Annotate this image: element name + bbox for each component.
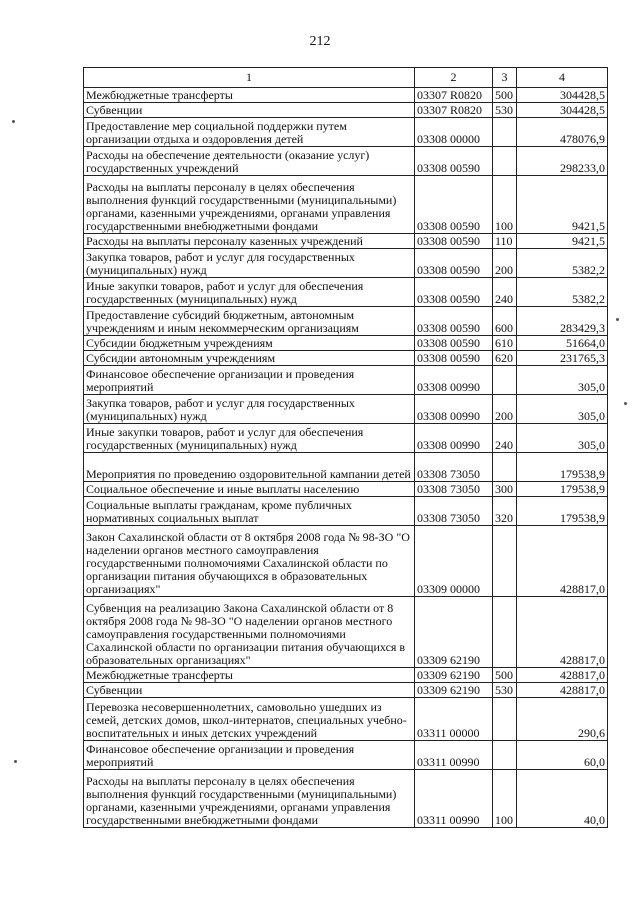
row-code: 03308 73050 bbox=[415, 453, 493, 482]
row-amount: 179538,9 bbox=[517, 497, 608, 526]
row-vr: 240 bbox=[493, 424, 517, 453]
table-row bbox=[84, 366, 608, 395]
row-vr bbox=[493, 366, 517, 395]
row-code: 03311 00990 bbox=[415, 770, 493, 828]
row-amount: 304428,5 bbox=[517, 103, 608, 118]
row-code: 03308 00000 bbox=[415, 118, 493, 147]
table-row bbox=[84, 395, 608, 424]
row-code: 03308 00590 bbox=[415, 176, 493, 234]
table-row bbox=[84, 668, 608, 683]
row-code: 03308 00590 bbox=[415, 249, 493, 278]
row-vr bbox=[493, 453, 517, 482]
row-code: 03307 R0820 bbox=[415, 103, 493, 118]
row-vr bbox=[493, 147, 517, 176]
table-row bbox=[84, 307, 608, 336]
row-amount: 51664,0 bbox=[517, 336, 608, 351]
row-name: Предоставление мер социальной поддержки путем организации отдыха и оздоровления детей bbox=[84, 118, 415, 147]
row-code: 03309 62190 bbox=[415, 668, 493, 683]
row-name: Субсидии автономным учреждениям bbox=[84, 351, 415, 366]
row-vr: 530 bbox=[493, 103, 517, 118]
table-row bbox=[84, 683, 608, 698]
table-row bbox=[84, 176, 608, 234]
row-vr: 610 bbox=[493, 336, 517, 351]
row-amount: 304428,5 bbox=[517, 88, 608, 103]
row-code: 03311 00000 bbox=[415, 698, 493, 741]
row-vr: 530 bbox=[493, 683, 517, 698]
row-vr: 600 bbox=[493, 307, 517, 336]
table-row bbox=[84, 88, 608, 103]
row-vr: 300 bbox=[493, 482, 517, 497]
row-name: Закупка товаров, работ и услуг для государственных (муниципальных) нужд bbox=[84, 395, 415, 424]
table-header-row bbox=[84, 68, 608, 88]
row-code: 03308 00590 bbox=[415, 147, 493, 176]
table-row bbox=[84, 526, 608, 597]
scan-speck bbox=[14, 760, 17, 763]
header-col-1: 1 bbox=[84, 68, 415, 88]
row-vr: 500 bbox=[493, 88, 517, 103]
row-name: Социальные выплаты гражданам, кроме публичных нормативных социальных выплат bbox=[84, 497, 415, 526]
row-amount: 305,0 bbox=[517, 424, 608, 453]
row-vr bbox=[493, 741, 517, 770]
row-code: 03309 62190 bbox=[415, 597, 493, 668]
row-vr: 500 bbox=[493, 668, 517, 683]
scan-speck bbox=[12, 120, 15, 123]
page-number: 212 bbox=[309, 34, 331, 49]
row-amount: 305,0 bbox=[517, 395, 608, 424]
table-row bbox=[84, 497, 608, 526]
row-code: 03308 00590 bbox=[415, 307, 493, 336]
row-code: 03308 00990 bbox=[415, 424, 493, 453]
row-code: 03309 62190 bbox=[415, 683, 493, 698]
row-vr: 200 bbox=[493, 249, 517, 278]
row-code: 03308 00590 bbox=[415, 351, 493, 366]
row-vr: 240 bbox=[493, 278, 517, 307]
row-name: Финансовое обеспечение организации и проведения мероприятий bbox=[84, 741, 415, 770]
row-amount: 305,0 bbox=[517, 366, 608, 395]
table-row bbox=[84, 278, 608, 307]
budget-table bbox=[83, 67, 608, 828]
row-vr bbox=[493, 698, 517, 741]
row-name: Межбюджетные трансферты bbox=[84, 668, 415, 683]
row-name: Субвенции bbox=[84, 683, 415, 698]
row-name: Субсидии бюджетным учреждениям bbox=[84, 336, 415, 351]
row-code: 03308 00990 bbox=[415, 395, 493, 424]
row-name: Социальное обеспечение и иные выплаты населению bbox=[84, 482, 415, 497]
row-amount: 298233,0 bbox=[517, 147, 608, 176]
table-row bbox=[84, 103, 608, 118]
header-col-2: 2 bbox=[415, 68, 493, 88]
table-row bbox=[84, 770, 608, 828]
row-vr: 620 bbox=[493, 351, 517, 366]
row-vr bbox=[493, 118, 517, 147]
scan-speck bbox=[624, 402, 627, 405]
row-amount: 5382,2 bbox=[517, 278, 608, 307]
row-name: Межбюджетные трансферты bbox=[84, 88, 415, 103]
row-amount: 290,6 bbox=[517, 698, 608, 741]
row-vr: 100 bbox=[493, 176, 517, 234]
row-amount: 9421,5 bbox=[517, 176, 608, 234]
row-code: 03311 00990 bbox=[415, 741, 493, 770]
table-row bbox=[84, 482, 608, 497]
row-name: Расходы на обеспечение деятельности (оказание услуг) государственных учреждений bbox=[84, 147, 415, 176]
row-code: 03307 R0820 bbox=[415, 88, 493, 103]
row-amount: 9421,5 bbox=[517, 234, 608, 249]
row-amount: 478076,9 bbox=[517, 118, 608, 147]
row-amount: 5382,2 bbox=[517, 249, 608, 278]
row-name: Финансовое обеспечение организации и проведения мероприятий bbox=[84, 366, 415, 395]
table-row bbox=[84, 351, 608, 366]
row-name: Перевозка несовершеннолетних, самовольно ушедших из семей, детских домов, школ-интернатов, специальных учебно-воспитательных и иных детских учреждений bbox=[84, 698, 415, 741]
header-col-3: 3 bbox=[493, 68, 517, 88]
row-code: 03308 73050 bbox=[415, 497, 493, 526]
table-row bbox=[84, 597, 608, 668]
table-row bbox=[84, 698, 608, 741]
row-amount: 60,0 bbox=[517, 741, 608, 770]
row-vr: 100 bbox=[493, 770, 517, 828]
row-code: 03308 00590 bbox=[415, 278, 493, 307]
table-row bbox=[84, 249, 608, 278]
scan-speck bbox=[616, 318, 619, 321]
row-name: Иные закупки товаров, работ и услуг для обеспечения государственных (муниципальных) нужд bbox=[84, 278, 415, 307]
row-amount: 428817,0 bbox=[517, 597, 608, 668]
row-name: Предоставление субсидий бюджетным, автономным учреждениям и иным некоммерческим организациям bbox=[84, 307, 415, 336]
row-name: Субвенции bbox=[84, 103, 415, 118]
row-vr: 200 bbox=[493, 395, 517, 424]
table-row bbox=[84, 336, 608, 351]
row-amount: 428817,0 bbox=[517, 683, 608, 698]
row-amount: 179538,9 bbox=[517, 482, 608, 497]
table-row bbox=[84, 118, 608, 147]
row-name: Иные закупки товаров, работ и услуг для обеспечения государственных (муниципальных) нужд bbox=[84, 424, 415, 453]
row-vr bbox=[493, 526, 517, 597]
row-amount: 231765,3 bbox=[517, 351, 608, 366]
row-name: Субвенция на реализацию Закона Сахалинской области от 8 октября 2008 года № 98-ЗО "О наделении органов местного самоуправления государственными полномочиями Сахалинской области по организации питания обучающихся в образовательных организациях" bbox=[84, 597, 415, 668]
row-name: Мероприятия по проведению оздоровительной кампании детей bbox=[84, 453, 415, 482]
row-amount: 428817,0 bbox=[517, 668, 608, 683]
row-vr: 320 bbox=[493, 497, 517, 526]
table-row bbox=[84, 424, 608, 453]
row-code: 03308 73050 bbox=[415, 482, 493, 497]
row-name: Закон Сахалинской области от 8 октября 2008 года № 98-ЗО "О наделении органов местного самоуправления государственными полномочиями Сахалинской области по организации питания обучающихся в образовательных организациях" bbox=[84, 526, 415, 597]
row-name: Расходы на выплаты персоналу в целях обеспечения выполнения функций государственными (муниципальными) органами, казенными учреждениями, органами управления государственными внебюджетными фондами bbox=[84, 770, 415, 828]
row-name: Расходы на выплаты персоналу казенных учреждений bbox=[84, 234, 415, 249]
table-row bbox=[84, 453, 608, 482]
row-amount: 283429,3 bbox=[517, 307, 608, 336]
row-code: 03309 00000 bbox=[415, 526, 493, 597]
row-code: 03308 00590 bbox=[415, 336, 493, 351]
row-vr: 110 bbox=[493, 234, 517, 249]
row-amount: 40,0 bbox=[517, 770, 608, 828]
table-row bbox=[84, 234, 608, 249]
row-vr bbox=[493, 597, 517, 668]
row-code: 03308 00990 bbox=[415, 366, 493, 395]
row-amount: 179538,9 bbox=[517, 453, 608, 482]
table-row bbox=[84, 147, 608, 176]
row-amount: 428817,0 bbox=[517, 526, 608, 597]
row-code: 03308 00590 bbox=[415, 234, 493, 249]
table-row bbox=[84, 741, 608, 770]
row-name: Закупка товаров, работ и услуг для государственных (муниципальных) нужд bbox=[84, 249, 415, 278]
row-name: Расходы на выплаты персоналу в целях обеспечения выполнения функций государственными (муниципальными) органами, казенными учреждениями, органами управления государственными внебюджетными фондами bbox=[84, 176, 415, 234]
header-col-4: 4 bbox=[517, 68, 608, 88]
